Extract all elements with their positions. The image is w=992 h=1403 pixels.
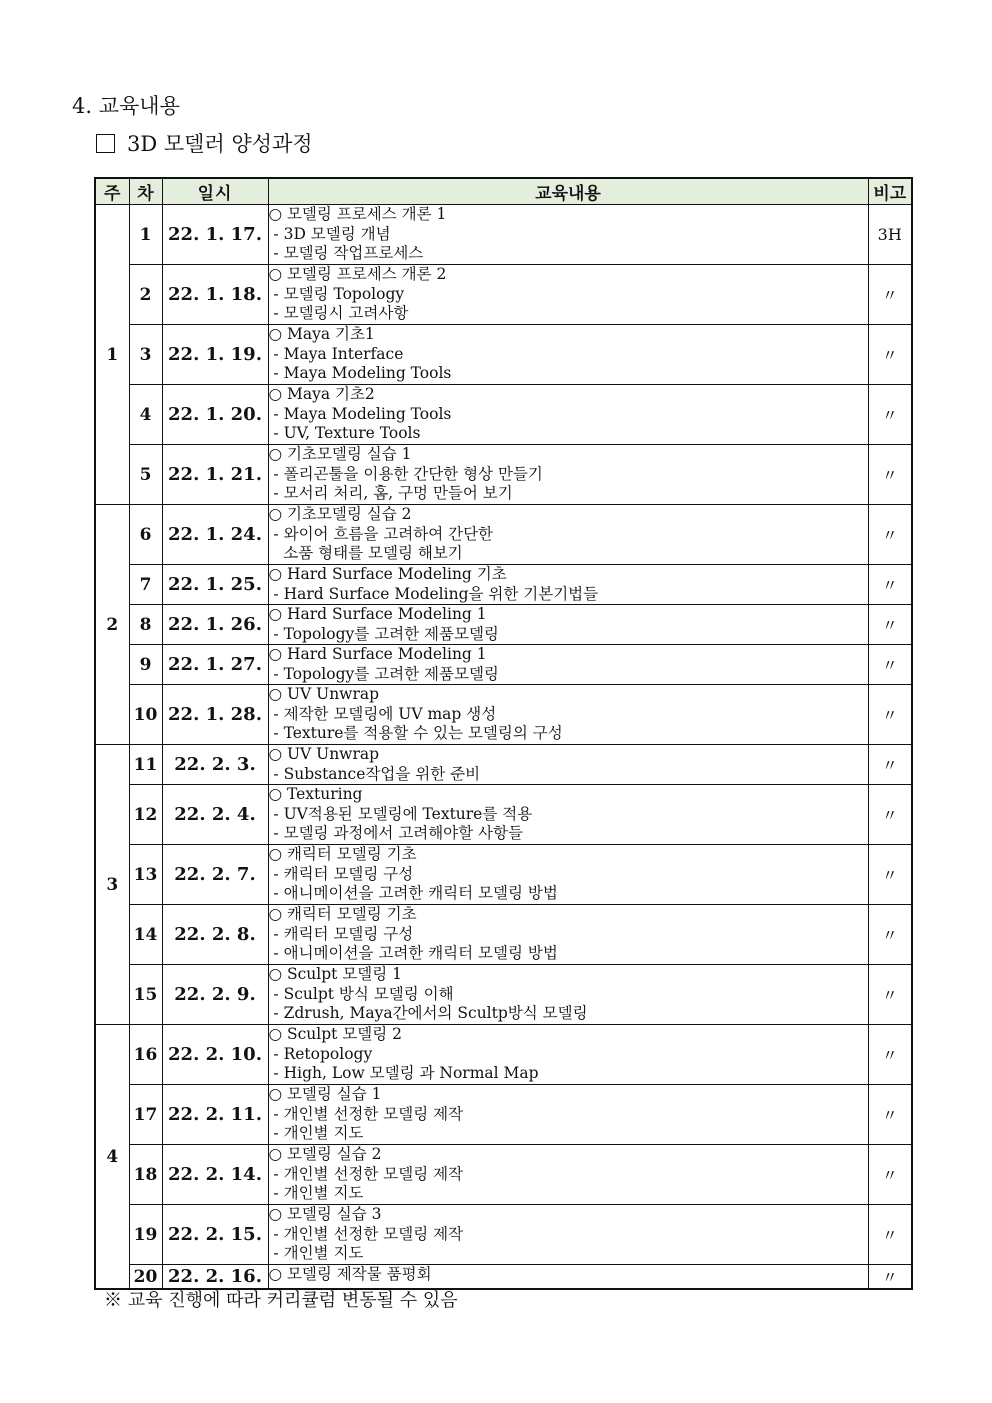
section-heading: 4. 교육내용 [72,94,180,118]
session-cell: 10 [129,685,162,745]
note-cell: 〃 [868,505,912,565]
content-topic: ○ 모델링 제작물 품평회 [268,1265,432,1283]
content-topic: ○ Hard Surface Modeling 1 [268,605,487,623]
session-cell: 7 [129,565,162,605]
note-cell: 〃 [868,1025,912,1085]
table-row [95,745,912,785]
content-subitem: - Topology를 고려한 제품모델링 [268,624,499,643]
content-cell [268,645,868,685]
curriculum-table [94,177,913,1290]
content-cell [268,605,868,645]
content-topic: ○ 기초모델링 실습 2 [268,505,412,523]
content-subitem: - Sculpt 방식 모델링 이해 [268,984,454,1003]
session-cell: 12 [129,785,162,845]
course-title [96,128,313,158]
content-subitem: - 캐릭터 모델링 구성 [268,924,414,943]
content-subitem: - 개인별 선정한 모델링 제작 [268,1224,464,1243]
content-cell [268,965,868,1025]
content-topic: ○ Hard Surface Modeling 기초 [268,565,507,583]
date-cell: 22. 1. 21. [162,445,268,505]
table-row [95,1145,912,1205]
content-subitem: - Texture를 적용할 수 있는 모델링의 구성 [268,724,563,742]
date-cell: 22. 1. 28. [162,685,268,745]
table-row [95,605,912,645]
week-cell: 3 [95,745,129,1025]
note-cell: 〃 [868,1085,912,1145]
session-cell: 11 [129,745,162,785]
content-subitem: - Topology를 고려한 제품모델링 [268,664,499,683]
session-cell: 13 [129,845,162,905]
content-subitem: - High, Low 모델링 과 Normal Map [268,1064,539,1082]
content-cell [268,905,868,965]
session-cell: 9 [129,645,162,685]
content-subitem: - Substance작업을 위한 준비 [268,764,481,783]
note-cell: 〃 [868,325,912,385]
content-subitem: - 개인별 지도 [268,1124,364,1142]
session-cell: 3 [129,325,162,385]
content-subitem: - 와이어 흐름을 고려하여 간단한 [268,524,494,543]
table-row [95,645,912,685]
table-row [95,445,912,505]
content-subitem: - Hard Surface Modeling을 위한 기본기법들 [268,584,599,603]
content-subitem: - 3D 모델링 개념 [268,224,391,243]
content-topic: ○ UV Unwrap [268,745,380,763]
date-cell: 22. 2. 7. [162,845,268,905]
course-title-text: 3D 모델러 양성과정 [127,132,313,156]
note-cell: 〃 [868,265,912,325]
session-cell: 20 [129,1265,162,1290]
content-subitem: - 모델링시 고려사항 [268,304,409,322]
content-subitem: - 제작한 모델링에 UV map 생성 [268,704,497,723]
content-topic: ○ Sculpt 모델링 1 [268,965,402,983]
content-topic: ○ Texturing [268,785,363,803]
table-row [95,905,912,965]
date-cell: 22. 2. 9. [162,965,268,1025]
content-topic: ○ 캐릭터 모델링 기초 [268,905,417,923]
date-cell: 22. 2. 4. [162,785,268,845]
note-cell: 〃 [868,445,912,505]
content-topic: ○ Maya 기초1 [268,325,375,343]
date-cell: 22. 2. 8. [162,905,268,965]
note-cell: 〃 [868,385,912,445]
table-row [95,505,912,565]
header-note: 비고 [868,178,912,205]
note-cell: 〃 [868,785,912,845]
content-topic: ○ 모델링 프로세스 개론 1 [268,205,447,223]
content-topic: ○ Maya 기초2 [268,385,375,403]
content-cell [268,445,868,505]
week-cell: 1 [95,205,129,505]
content-subitem: - 개인별 선정한 모델링 제작 [268,1164,464,1183]
week-cell: 2 [95,505,129,745]
content-cell [268,785,868,845]
content-cell [268,1145,868,1205]
content-topic: ○ Sculpt 모델링 2 [268,1025,402,1043]
content-cell [268,205,868,265]
date-cell: 22. 2. 3. [162,745,268,785]
content-cell [268,265,868,325]
content-subitem: - Maya Interface [268,344,404,363]
date-cell: 22. 1. 27. [162,645,268,685]
date-cell: 22. 2. 11. [162,1085,268,1145]
content-subitem: - 애니메이션을 고려한 캐릭터 모델링 방법 [268,944,558,962]
header-week: 주 [95,178,129,205]
content-cell [268,565,868,605]
session-cell: 14 [129,905,162,965]
week-cell: 4 [95,1025,129,1290]
session-cell: 5 [129,445,162,505]
session-cell: 1 [129,205,162,265]
content-cell [268,385,868,445]
content-cell [268,1025,868,1085]
date-cell: 22. 2. 10. [162,1025,268,1085]
note-cell: 〃 [868,965,912,1025]
note-cell: 3H [868,205,912,265]
content-cell [268,685,868,745]
note-cell: 〃 [868,605,912,645]
content-subitem: - Zdrush, Maya간에서의 Scultp방식 모델링 [268,1004,588,1022]
session-cell: 19 [129,1205,162,1265]
note-cell: 〃 [868,905,912,965]
content-topic: ○ 모델링 실습 3 [268,1205,382,1223]
table-row [95,1205,912,1265]
session-cell: 6 [129,505,162,565]
content-subitem: - 모델링 Topology [268,284,405,303]
date-cell: 22. 2. 14. [162,1145,268,1205]
date-cell: 22. 1. 25. [162,565,268,605]
content-subitem: - 개인별 지도 [268,1244,364,1262]
table-header-row [95,178,912,205]
table-body [95,205,912,1290]
session-cell: 17 [129,1085,162,1145]
table-row [95,845,912,905]
content-subitem: - 모서리 처리, 홈, 구멍 만들어 보기 [268,484,513,502]
content-subitem: - 애니메이션을 고려한 캐릭터 모델링 방법 [268,884,558,902]
date-cell: 22. 1. 19. [162,325,268,385]
content-cell [268,1205,868,1265]
content-subitem: - 모델링 과정에서 고려해야할 사항들 [268,824,523,842]
content-subitem: - Retopology [268,1044,373,1063]
content-cell [268,505,868,565]
content-subitem: 소품 형태를 모델링 해보기 [268,544,463,562]
table-row [95,1085,912,1145]
content-subitem: - 캐릭터 모델링 구성 [268,864,414,883]
note-cell: 〃 [868,745,912,785]
note-cell: 〃 [868,565,912,605]
content-subitem: - 폴리곤툴을 이용한 간단한 형상 만들기 [268,464,543,483]
note-cell: 〃 [868,645,912,685]
content-topic: ○ 기초모델링 실습 1 [268,445,412,463]
content-subitem: - 모델링 작업프로세스 [268,244,424,262]
content-subitem: - 개인별 선정한 모델링 제작 [268,1104,464,1123]
table-row [95,965,912,1025]
content-subitem: - 개인별 지도 [268,1184,364,1202]
table-row [95,785,912,845]
header-content: 교육내용 [268,178,868,205]
session-cell: 2 [129,265,162,325]
table-row [95,685,912,745]
note-cell: 〃 [868,1145,912,1205]
content-topic: ○ 모델링 프로세스 개론 2 [268,265,447,283]
date-cell: 22. 1. 20. [162,385,268,445]
date-cell: 22. 1. 26. [162,605,268,645]
date-cell: 22. 2. 15. [162,1205,268,1265]
content-topic: ○ 모델링 실습 1 [268,1085,382,1103]
header-date: 일시 [162,178,268,205]
note-cell: 〃 [868,685,912,745]
session-cell: 15 [129,965,162,1025]
checkbox-square-icon [96,134,115,153]
table-row [95,265,912,325]
session-cell: 8 [129,605,162,645]
session-cell: 18 [129,1145,162,1205]
content-topic: ○ 캐릭터 모델링 기초 [268,845,417,863]
content-topic: ○ UV Unwrap [268,685,380,703]
date-cell: 22. 1. 17. [162,205,268,265]
content-cell [268,1085,868,1145]
content-cell [268,845,868,905]
note-cell: 〃 [868,845,912,905]
table-row [95,205,912,265]
header-session: 차 [129,178,162,205]
date-cell: 22. 2. 16. [162,1265,268,1290]
content-subitem: - UV적용된 모델링에 Texture를 적용 [268,804,533,823]
table-row [95,565,912,605]
footnote: ※ 교육 진행에 따라 커리큘럼 변동될 수 있음 [104,1290,458,1311]
content-cell [268,745,868,785]
content-topic: ○ 모델링 실습 2 [268,1145,382,1163]
table-row [95,1025,912,1085]
content-subitem: - Maya Modeling Tools [268,364,452,382]
table-row [95,325,912,385]
date-cell: 22. 1. 24. [162,505,268,565]
content-subitem: - Maya Modeling Tools [268,404,452,423]
note-cell: 〃 [868,1265,912,1290]
table-row [95,385,912,445]
note-cell: 〃 [868,1205,912,1265]
date-cell: 22. 1. 18. [162,265,268,325]
session-cell: 16 [129,1025,162,1085]
session-cell: 4 [129,385,162,445]
content-cell [268,325,868,385]
content-topic: ○ Hard Surface Modeling 1 [268,645,487,663]
content-subitem: - UV, Texture Tools [268,424,421,442]
